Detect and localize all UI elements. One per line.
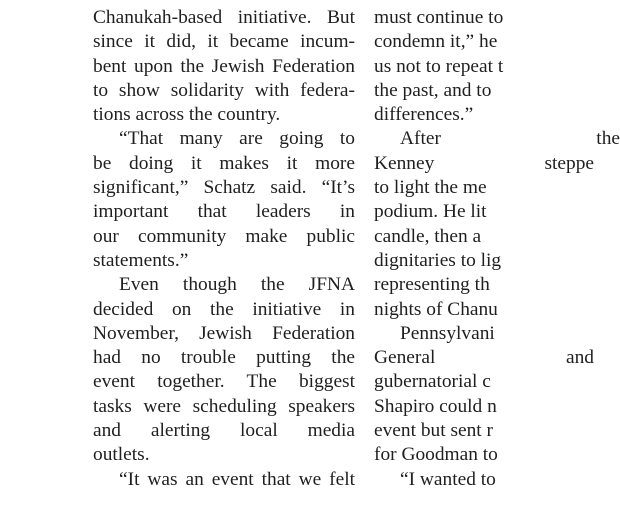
text-line: dignitaries to lig [374, 249, 502, 271]
text-line: tions across the country. [93, 104, 281, 126]
text-line: had no trouble putting the [93, 347, 355, 369]
text-line: must continue to [374, 7, 504, 28]
text-line: statements.” [93, 249, 189, 271]
text-line: tasks were scheduling speakers [93, 395, 355, 417]
text-line: since it did, it became incum- [93, 31, 355, 53]
text-line: “I wanted to [400, 468, 496, 490]
text-line: event but sent r [374, 420, 494, 442]
text-line: gubernatorial c [374, 371, 491, 393]
text-line: event together. The biggest [93, 371, 355, 393]
text-line: Kenney steppe [374, 152, 594, 174]
text-line: November, Jewish Federation [93, 322, 355, 344]
article-column-left [93, 6, 355, 492]
text-line: our community make public [93, 225, 355, 247]
text-line: After the [400, 128, 620, 150]
text-line: to show solidarity with federa- [93, 79, 355, 101]
text-line: Pennsylvani [400, 322, 495, 344]
text-line: be doing it makes it more [93, 152, 355, 174]
text-line: differences.” [374, 104, 474, 126]
text-line: nights of Chanu [374, 298, 498, 320]
text-line: us not to repeat t [374, 55, 504, 77]
text-line: Shapiro could n [374, 395, 497, 417]
text-line: “That many are going to [119, 128, 355, 150]
article-column-right [374, 6, 620, 492]
text-line: bent upon the Jewish Federation [93, 55, 355, 77]
text-line: outlets. [93, 444, 150, 466]
text-line: important that leaders in [93, 201, 355, 223]
text-line: candle, then a [374, 225, 482, 247]
text-line: for Goodman to [374, 444, 498, 466]
text-line: significant,” Schatz said. “It’s [93, 177, 355, 199]
text-line: Chanukah-based initiative. But [93, 7, 355, 28]
text-line: decided on the initiative in [93, 298, 355, 320]
text-line: representing th [374, 274, 490, 296]
text-line: “It was an event that we felt [119, 468, 355, 490]
text-line: the past, and to [374, 79, 492, 101]
text-line: Even though the JFNA [119, 274, 355, 296]
text-line: condemn it,” he [374, 31, 498, 53]
text-line: to light the me [374, 177, 487, 199]
text-line: General and [374, 347, 594, 369]
text-line: and alerting local media [93, 420, 355, 442]
text-line: podium. He lit [374, 201, 487, 223]
